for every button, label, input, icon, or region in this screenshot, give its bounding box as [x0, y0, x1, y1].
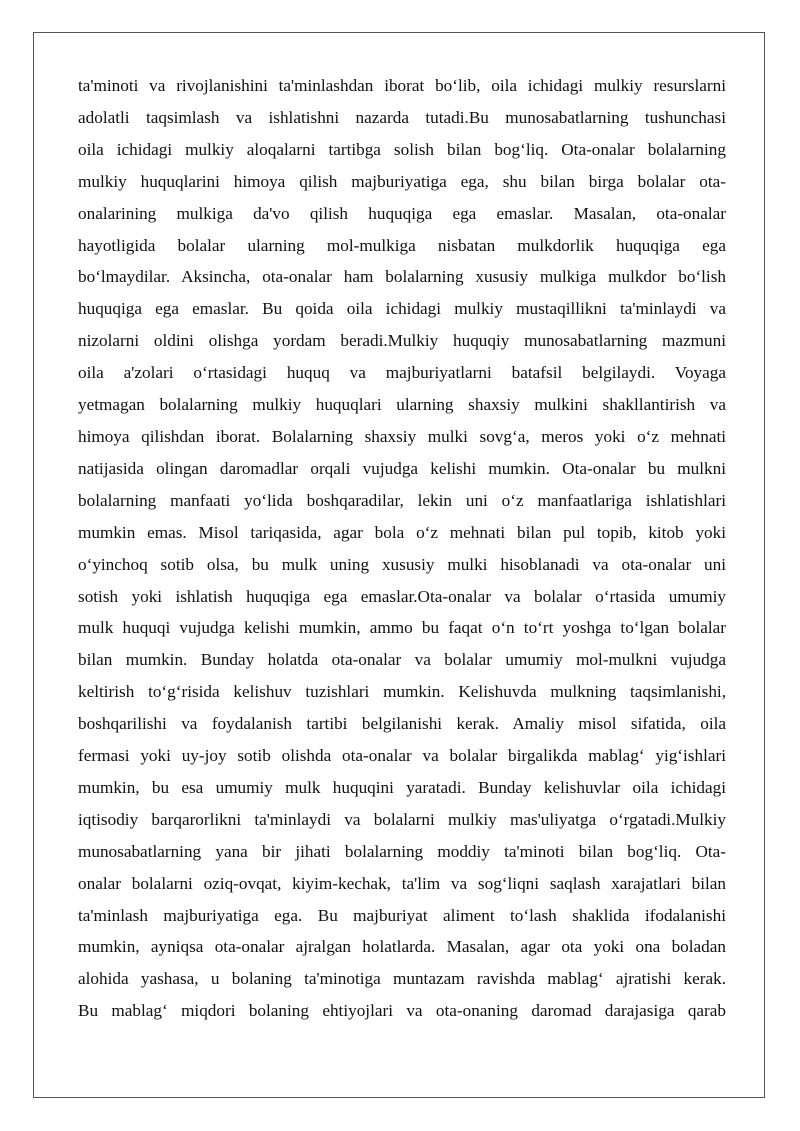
text-line: natijasida olingan daromadlar orqali vujudga kelishi mumkin. Ota-onalar bu mulkni — [78, 458, 726, 478]
text-line: fermasi yoki uy-joy sotib olishda ota-onalar va bolalar birgalikda mablag‘ yig‘ishlari — [78, 746, 726, 766]
text-line: nizolarni oldini olishga yordam beradi.Mulkiy huquqiy munosabatlarning mazmuni — [78, 331, 726, 351]
text-line: keltirish to‘g‘risida kelishuv tuzishlari mumkin. Kelishuvda mulkning taqsimlanishi, — [78, 682, 726, 702]
text-line: mumkin emas. Misol tariqasida, agar bola o‘z mehnati bilan pul topib, kitob yoki — [78, 522, 726, 542]
text-line: mulk huquqi vujudga kelishi mumkin, ammo bu faqat o‘n to‘rt yoshga to‘lgan bolalar — [78, 618, 726, 638]
text-line: adolatli taqsimlash va ishlatishni nazarda tutadi.Bu munosabatlarning tushunchasi — [78, 107, 726, 127]
text-line: iqtisodiy barqarorlikni ta'minlaydi va bolalarni mulkiy mas'uliyatga o‘rgatadi.Mulkiy — [78, 809, 726, 829]
text-line: alohida yashasa, u bolaning ta'minotiga muntazam ravishda mablag‘ ajratishi kerak. — [78, 969, 726, 989]
body-paragraph — [78, 70, 726, 1027]
text-line: mumkin, ayniqsa ota-onalar ajralgan holatlarda. Masalan, agar ota yoki ona boladan — [78, 937, 726, 957]
text-line: boshqarilishi va foydalanish tartibi belgilanishi kerak. Amaliy misol sifatida, oila — [78, 714, 726, 734]
text-line: munosabatlarning yana bir jihati bolalarning moddiy ta'minoti bilan bog‘liq. Ota- — [78, 841, 726, 861]
text-line: bo‘lmaydilar. Aksincha, ota-onalar ham bolalarning xususiy mulkiga mulkdor bo‘lish — [78, 267, 726, 287]
text-line: Bu mablag‘ miqdori bolaning ehtiyojlari va ota-onaning daromad darajasiga qarab — [78, 1001, 726, 1021]
text-line: onalar bolalarni oziq-ovqat, kiyim-kechak, ta'lim va sog‘liqni saqlash xarajatlari bilan — [78, 873, 726, 893]
text-line: mumkin, bu esa umumiy mulk huquqini yaratadi. Bunday kelishuvlar oila ichidagi — [78, 777, 726, 797]
text-line: yetmagan bolalarning mulkiy huquqlari ularning shaxsiy mulkini shakllantirish va — [78, 395, 726, 415]
text-line: oila ichidagi mulkiy aloqalarni tartibga solish bilan bog‘liq. Ota-onalar bolalarning — [78, 139, 726, 159]
text-line: ta'minlash majburiyatiga ega. Bu majburiyat aliment to‘lash shaklida ifodalanishi — [78, 905, 726, 925]
text-line: onalarining mulkiga da'vo qilish huquqiga ega emaslar. Masalan, ota-onalar — [78, 203, 726, 223]
text-line: mulkiy huquqlarini himoya qilish majburiyatiga ega, shu bilan birga bolalar ota- — [78, 171, 726, 191]
text-line: huquqiga ega emaslar. Bu qoida oila ichidagi mulkiy mustaqillikni ta'minlaydi va — [78, 299, 726, 319]
text-line: hayotligida bolalar ularning mol-mulkiga nisbatan mulkdorlik huquqiga ega — [78, 235, 726, 255]
text-line: ta'minoti va rivojlanishini ta'minlashdan iborat bo‘lib, oila ichidagi mulkiy resurslarni — [78, 76, 726, 95]
text-line: oila a'zolari o‘rtasidagi huquq va majburiyatlarni batafsil belgilaydi. Voyaga — [78, 363, 726, 383]
text-line: o‘yinchoq sotib olsa, bu mulk uning xususiy mulki hisoblanadi va ota-onalar uni — [78, 554, 726, 574]
text-line: himoya qilishdan iborat. Bolalarning shaxsiy mulki sovg‘a, meros yoki o‘z mehnati — [78, 426, 726, 446]
text-line: bolalarning manfaati yo‘lida boshqaradilar, lekin uni o‘z manfaatlariga ishlatishlari — [78, 490, 726, 510]
text-line: sotish yoki ishlatish huquqiga ega emaslar.Ota-onalar va bolalar o‘rtasida umumiy — [78, 586, 726, 606]
text-line: bilan mumkin. Bunday holatda ota-onalar va bolalar umumiy mol-mulkni vujudga — [78, 650, 726, 670]
